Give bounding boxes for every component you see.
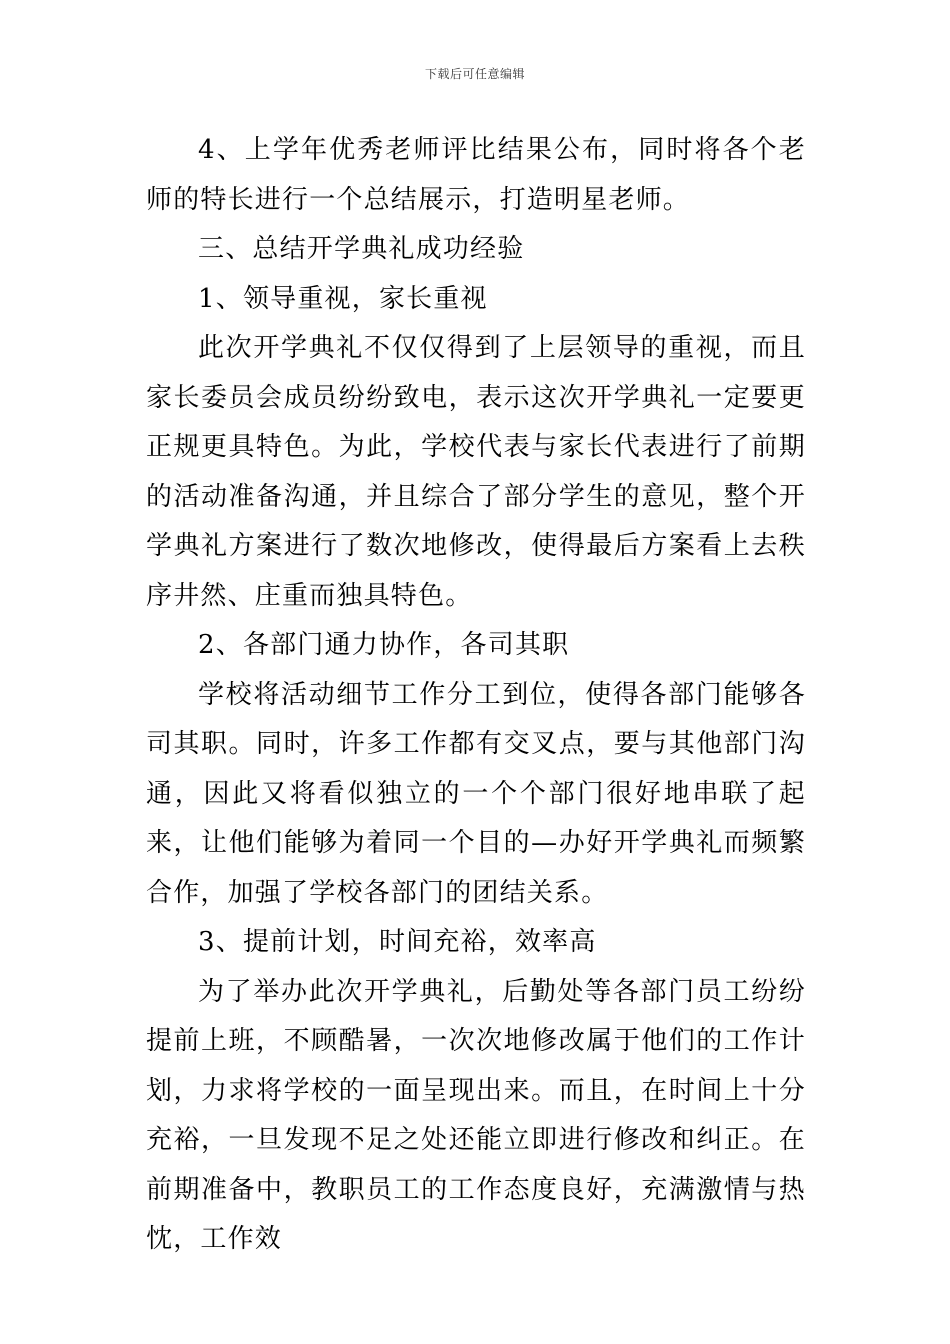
page-header-note: 下载后可任意编辑 bbox=[424, 67, 525, 81]
subheading-1: 1、领导重视，家长重视 bbox=[198, 283, 488, 314]
section-heading-3: 三、总结开学典礼成功经验 bbox=[198, 234, 525, 264]
paragraph-leadership: 此次开学典礼不仅仅得到了上层领导的重视，而且家长委员会成员纷纷致电，表示这次开学典礼一定要更正规更具特色。为此，学校代表与家长代表进行了前期的活动准备沟通，并且综合了部分学生的意见，整个开学典礼方案进行了数次地修改，使得最后方案看上去秩序井然、庄重而独具特色。 bbox=[146, 333, 806, 611]
document-body bbox=[146, 126, 806, 1265]
subheading-2: 2、各部门通力协作，各司其职 bbox=[198, 630, 570, 660]
paragraph-item-4-results: 4、上学年优秀老师评比结果公布，同时将各个老师的特长进行一个总结展示，打造明星老师。 bbox=[146, 135, 806, 215]
subheading-3: 3、提前计划，时间充裕，效率高 bbox=[198, 927, 597, 957]
paragraph-cooperation: 学校将活动细节工作分工到位，使得各部门能够各司其职。同时，许多工作都有交叉点，要与其他部门沟通，因此又将看似独立的一个个部门很好地串联了起来，让他们能够为着同一个目的—办好开学典礼而频繁合作，加强了学校各部门的团结关系。 bbox=[146, 679, 806, 908]
paragraph-planning: 为了举办此次开学典礼，后勤处等各部门员工纷纷提前上班，不顾酷暑，一次次地修改属于他们的工作计划，力求将学校的一面呈现出来。而且，在时间上十分充裕，一旦发现不足之处还能立即进行修改和纠正。在前期准备中，教职员工的工作态度良好，充满激情与热忱，工作效 bbox=[146, 976, 806, 1254]
